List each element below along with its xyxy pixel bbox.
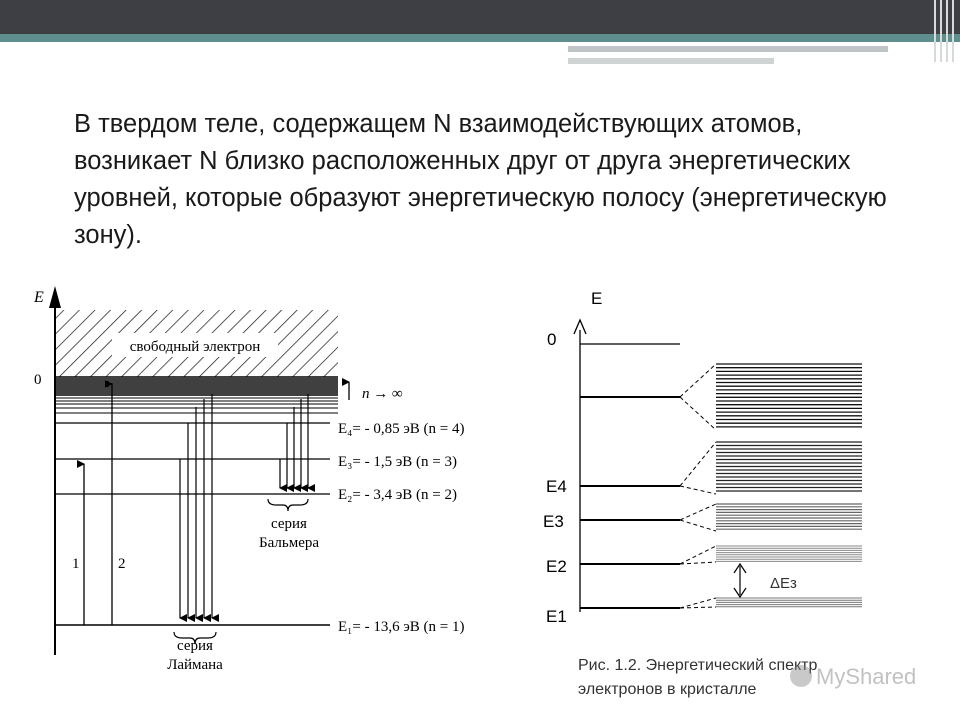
- band-gap-label: ΔEз: [770, 575, 797, 592]
- right-zero-label: 0: [547, 330, 557, 349]
- right-axis-label: E: [591, 289, 603, 308]
- level-label-e4: E₄= - 0,85 эВ (n = 4): [338, 421, 465, 437]
- level-convergence-lines: [56, 377, 338, 413]
- lyman-label-2: Лаймана: [167, 657, 223, 673]
- hydrogen-spectrum-diagram: [33, 286, 465, 673]
- right-level-e4: E4: [546, 477, 567, 496]
- arrow-label-1: 1: [72, 556, 80, 572]
- level-label-e2: E₂= - 3,4 эВ (n = 2): [338, 487, 457, 503]
- balmer-brace: [268, 499, 308, 511]
- lyman-label-1: серия: [177, 638, 213, 654]
- watermark-logo-icon: [790, 665, 812, 687]
- free-electron-label: свободный электрон: [129, 339, 261, 355]
- balmer-label-2: Бальмера: [258, 535, 320, 551]
- left-axis-arrow-icon: [49, 286, 61, 308]
- right-level-e2: E2: [546, 557, 567, 576]
- right-level-e1: E1: [546, 607, 567, 626]
- balmer-label-1: серия: [271, 516, 307, 532]
- limit-label: n → ∞: [362, 386, 403, 402]
- crystal-band-diagram: [543, 289, 862, 698]
- right-level-e3: E3: [543, 512, 564, 531]
- lyman-series-arrows: [180, 394, 212, 618]
- left-zero-label: 0: [34, 372, 42, 388]
- energy-bands: [716, 364, 862, 607]
- arrow-label-2: 2: [118, 556, 126, 572]
- level-label-e3: E₃= - 1,5 эВ (n = 3): [338, 454, 457, 470]
- band-splitting-dashes: [680, 364, 716, 608]
- watermark-text: MyShared: [816, 664, 917, 689]
- left-axis-label: E: [34, 289, 44, 306]
- figure-caption-line2: электронов в кристалле: [578, 681, 757, 698]
- level-label-e1: E₁= - 13,6 эВ (n = 1): [338, 619, 465, 635]
- slide-text: В твердом теле, содержащем N взаимодействующих атомов, возникает N близко расположенных друг от друга энергетических уровней, которые образуют энергетическую полосу (энергетическую зону).: [74, 110, 887, 249]
- figure-caption-line1: Рис. 1.2. Энергетический спектр: [578, 657, 818, 674]
